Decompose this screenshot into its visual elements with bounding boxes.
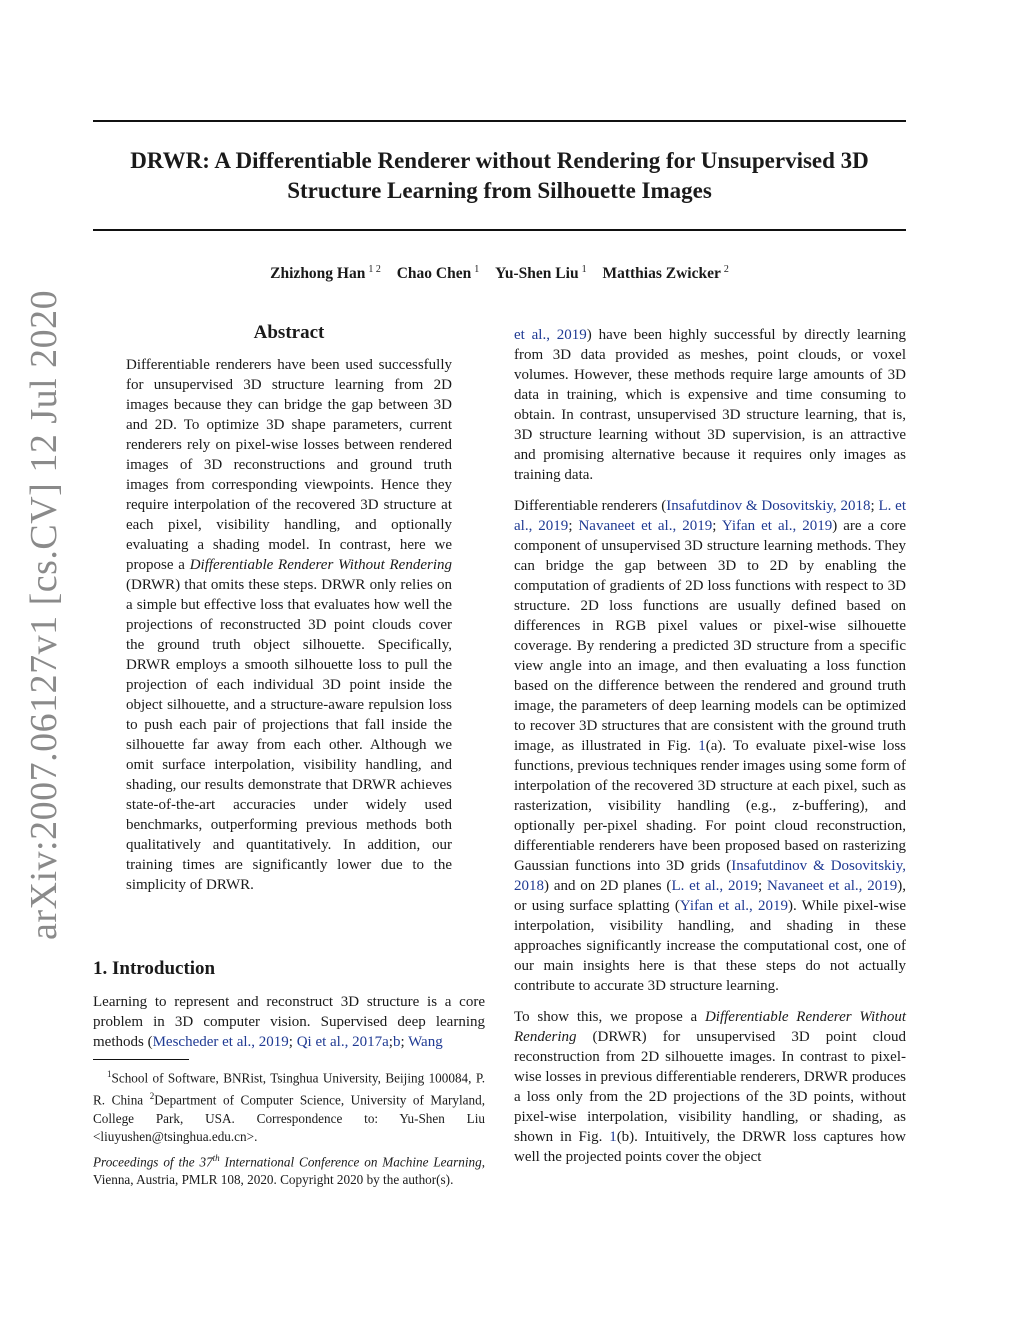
intro-paragraph-1-continued: et al., 2019) have been highly successful by directly learning from 3D data provided as meshes, point clouds, or voxel volumes. However, these methods require large amounts of 3D data in training, which is expensive and time consuming to obtain. In contrast, unsupervised 3D structure learning, that is, 3D structure learning without 3D supervision, is an attractive and promising alternative because it requires only images as training data. (514, 327, 906, 483)
citation-link[interactable]: Navaneet et al., 2019 (578, 518, 713, 534)
author: Chao Chen $^1$ (396, 264, 480, 283)
citation-link[interactable]: Navaneet et al., 2019 (766, 878, 898, 894)
citation-link[interactable]: b (392, 1034, 401, 1050)
figure-link[interactable]: 1 (609, 1129, 617, 1145)
citation-link[interactable]: Mescheder et al., 2019 (152, 1034, 289, 1050)
author: Matthias Zwicker $^2$ (602, 264, 729, 283)
title-bottom-rule (93, 229, 906, 231)
paper-title-line2: Structure Learning from Silhouette Images (287, 178, 712, 203)
footnote-proceedings: Proceedings of the 37th International Conference on Machine Learning, Vienna, Austria, PMLR 108, 2020. Copyright 2020 by the author(s). (93, 1153, 485, 1188)
footnote-affiliations: $^1$School of Software, BNRist, Tsinghua University, Beijing 100084, P. R. China $^2$Department of Computer Science, University of Maryland, College Park, USA. Correspondence to: Yu-Shen Liu <liuyushen@tsinghua.edu.cn>. (93, 1069, 485, 1144)
paper-title-line1: DRWR: A Differentiable Renderer without Rendering for Unsupervised 3D (130, 148, 869, 173)
citation-link[interactable]: Insafutdinov & Dosovitskiy, 2018 (514, 858, 906, 894)
abstract-body: Differentiable renderers have been used successfully for unsupervised 3D structure learning from 2D images because they can bridge the gap between 3D and 2D. To optimize 3D shape parameters, current renderers rely on pixel-wise losses between rendered images of 3D reconstructions and ground truth images from corresponding viewpoints. Hence they require interpolation of the recovered 3D structure at each pixel, visibility handling, and optionally evaluating a shading model. In contrast, here we propose a Differentiable Renderer Without Rendering (DRWR) that omits these steps. DRWR only relies on a simple but effective loss that evaluates how well the projections of reconstructed 3D point clouds cover the ground truth object silhouette. Specifically, DRWR employs a smooth silhouette loss to pull the projection of each individual 3D point inside the object silhouette, and a structure-aware repulsion loss to push each pair of projections that fall inside the silhouette far away from each other. Although we omit surface interpolation, visibility handling, and shading, our results demonstrate that DRWR achieves state-of-the-art accuracies under widely used benchmarks, outperforming previous methods both qualitatively and quantitatively. In addition, our training times are significantly lower due to the simplicity of DRWR. (126, 357, 452, 893)
intro-paragraph-2: Differentiable renderers (Insafutdinov & Dosovitskiy, 2018; L. et al., 2019; Navaneet et al., 2019; Yifan et al., 2019) are a core component of unsupervised 3D structure learning methods. They can bridge the gap between 3D to 2D by enabling the computation of gradients of 2D loss functions with respect to 3D structure. 2D loss functions are usually defined based on differences in RGB pixel values or pixel-wise silhouette coverage. By rendering a predicted 3D structure from a specific view angle into an image, and then evaluating a loss function based on the difference between the rendered and ground truth image, the parameters of deep learning models can be optimized to recover 3D structures that are consistent with the ground truth image, as illustrated in Fig. 1(a). To evaluate pixel-wise loss functions, previous techniques render images using some form of interpolation of the recovered 3D structure at each pixel, such as rasterization, visibility handling (e.g., z-buffering), and optionally per-pixel shading. For point cloud reconstruction, differentiable renderers have been proposed based on rasterizing Gaussian functions into 3D grids (Insafutdinov & Dosovitskiy, 2018) and on 2D planes (L. et al., 2019; Navaneet et al., 2019), or using surface splatting (Yifan et al., 2019). While pixel-wise interpolation, visibility handling, and shading in these approaches significantly increase the computational cost, one of our main insights here is that these steps do not actually contribute to accurate 3D structure learning. (514, 498, 906, 994)
intro-paragraph-3: To show this, we propose a Differentiable Renderer Without Rendering (DRWR) for unsupervised 3D point cloud reconstruction from 2D silhouette images. In contrast to pixel-wise losses in previous differentiable renderers, DRWR produces a loss only from the 2D projections of the 3D points, without pixel-wise interpolation, visibility handling, or shading, as shown in Fig. 1(b). Intuitively, the DRWR loss captures how well the projected points cover the object (514, 1009, 906, 1165)
citation-link[interactable]: et al., 2019 (514, 327, 587, 343)
citation-link[interactable]: Wang (408, 1034, 443, 1050)
citation-link[interactable]: Yifan et al., 2019 (721, 518, 833, 534)
paper-title (93, 146, 906, 206)
author: Yu-Shen Liu $^1$ (495, 264, 587, 283)
abstract-heading: Abstract (253, 322, 325, 343)
author-list (93, 264, 906, 283)
right-column (514, 325, 906, 1178)
section-heading-introduction: 1. Introduction (93, 958, 216, 979)
arxiv-identifier-stamp: arXiv:2007.06127v1 [cs.CV] 12 Jul 2020 (23, 289, 65, 940)
intro-paragraph-1-left: Learning to represent and reconstruct 3D structure is a core problem in 3D computer vision. Supervised deep learning methods (Mescheder et al., 2019; Qi et al., 2017a;b; Wang (93, 994, 485, 1050)
title-top-rule (93, 120, 906, 122)
citation-link[interactable]: Yifan et al., 2019 (679, 898, 788, 914)
author: Zhizhong Han $^{1 2}$ (270, 264, 381, 283)
figure-link[interactable]: 1 (698, 738, 706, 754)
citation-link[interactable]: Qi et al., 2017a (296, 1034, 389, 1050)
citation-link[interactable]: L. et al., 2019 (514, 498, 906, 534)
footnote-rule (93, 1059, 189, 1060)
citation-link[interactable]: L. et al., 2019 (671, 878, 758, 894)
citation-link[interactable]: Insafutdinov & Dosovitskiy, 2018 (666, 498, 871, 514)
